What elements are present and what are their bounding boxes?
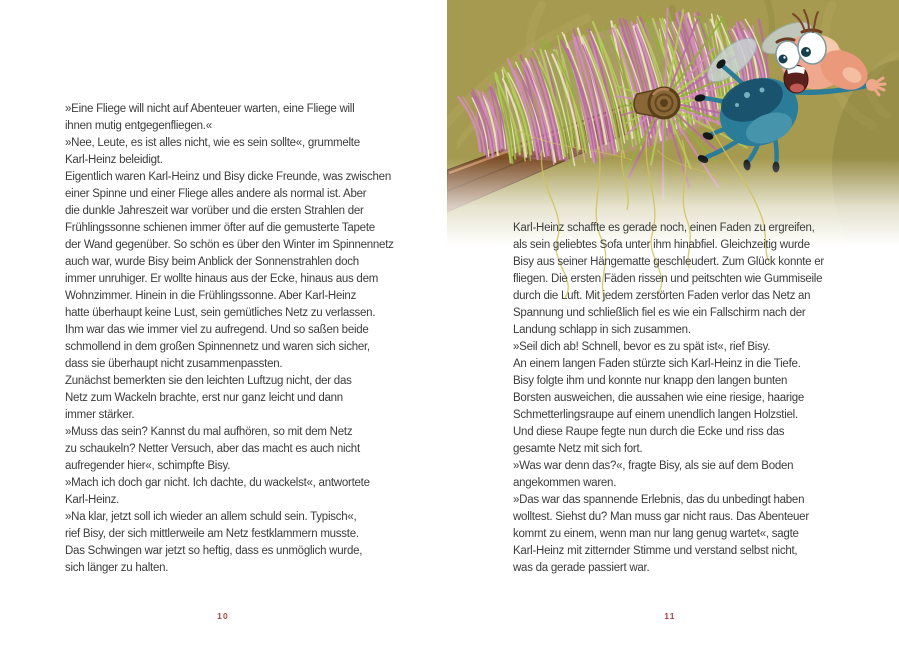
text-line: »Seil dich ab! Schnell, bevor es zu spät ist«, rief Bisy. xyxy=(513,341,771,353)
text-line: Zunächst bemerkten sie den leichten Luftzug nicht, der das xyxy=(65,375,352,387)
text-line: Spannung und schließlich fiel es wie ein Fallschirm nach der xyxy=(513,307,806,319)
text-line: »Muss das sein? Kannst du mal aufhören, so mit dem Netz xyxy=(65,426,353,438)
text-line: »Was war denn das?«, fragte Bisy, als sie auf dem Boden xyxy=(513,460,794,472)
text-line: Bisy aus seiner Hängematte geschleudert. Zum Glück konnte er xyxy=(513,256,824,268)
right-page-text xyxy=(513,220,858,577)
left-page-text xyxy=(65,101,410,577)
text-line: Karl-Heinz schaffte es gerade noch, einen Faden zu ergreifen, xyxy=(513,222,815,234)
text-line: immer stärker. xyxy=(65,409,135,421)
text-line: Wohnzimmer. Hinein in die Frühlingssonne. Aber Karl-Heinz xyxy=(65,290,357,302)
text-line: Bisy folgte ihm und konnte nur knapp den langen bunten xyxy=(513,375,788,387)
text-line: Ihm war das wie immer viel zu aufregend. Und so saßen beide xyxy=(65,324,369,336)
page-number-right: 11 xyxy=(664,611,676,621)
text-line: Eigentlich waren Karl-Heinz und Bisy dicke Freunde, was zwischen xyxy=(65,171,391,183)
text-line: durch die Luft. Mit jedem zerstörten Faden verlor das Netz an xyxy=(513,290,811,302)
text-line: einer Spinne und einer Fliege alles andere als normal ist. Aber xyxy=(65,188,367,200)
text-line: zu schaukeln? Netter Versuch, aber das macht es auch nicht xyxy=(65,443,360,455)
text-line: Und diese Raupe fegte nun durch die Ecke und riss das xyxy=(513,426,785,438)
text-line: Frühlingssonne schienen immer öfter auf die gemusterte Tapete xyxy=(65,222,375,234)
brush-hub xyxy=(634,88,679,118)
text-line: schmollend in dem großen Spinnennetz und waren sich sicher, xyxy=(65,341,370,353)
text-line: dass sie überhaupt nicht zusammenpassten. xyxy=(65,358,283,370)
text-line: wolltest. Siehst du? Man muss gar nicht raus. Das Abenteuer xyxy=(513,511,809,523)
text-line: sich länger zu halten. xyxy=(65,562,169,574)
text-line: kommt zu einem, wenn man nur lang genug wartet«, sagte xyxy=(513,528,799,540)
text-line: »Eine Fliege will nicht auf Abenteuer warten, eine Fliege will xyxy=(65,103,355,115)
text-line: als sein geliebtes Sofa unter ihm hinabfiel. Gleichzeitig wurde xyxy=(513,239,810,251)
text-line: fliegen. Die ersten Fäden rissen und peitschten wie Gummiseile xyxy=(513,273,823,285)
text-line: der Wand gegenüber. So schön es über den Winter im Spinnennetz xyxy=(65,239,394,251)
text-line: Das Schwingen war jetzt so heftig, dass es unmöglich wurde, xyxy=(65,545,363,557)
text-line: »Das war das spannende Erlebnis, das du unbedingt haben xyxy=(513,494,805,506)
text-line: Netz zum Wackeln brachte, erst nur ganz leicht und dann xyxy=(65,392,343,404)
text-line: Landung schlapp in sich zusammen. xyxy=(513,324,691,336)
text-line: auch war, wurde Bisy beim Anblick der Sonnenstrahlen doch xyxy=(65,256,359,268)
text-line: Karl-Heinz mit zitternder Stimme und verstand selbst nicht, xyxy=(513,545,798,557)
text-line: ihnen mutig entgegenfliegen.« xyxy=(65,120,212,132)
text-line: »Mach ich doch gar nicht. Ich dachte, du wackelst«, antwortete xyxy=(65,477,370,489)
text-line: Karl-Heinz beleidigt. xyxy=(65,154,163,166)
text-line: immer unruhiger. Er wollte hinaus aus der Ecke, hinaus aus dem xyxy=(65,273,379,285)
text-line: was da gerade passiert war. xyxy=(513,562,650,574)
text-line: An einem langen Faden stürzte sich Karl-Heinz in die Tiefe. xyxy=(513,358,801,370)
text-line: »Nee, Leute, es ist alles nicht, wie es sein sollte«, grummelte xyxy=(65,137,360,149)
text-line: die dunkle Jahreszeit war vorüber und die ersten Strahlen der xyxy=(65,205,364,217)
text-line: Borsten ausweichen, die aussahen wie eine riesige, haarige xyxy=(513,392,805,404)
text-line: aufregender hier«, schimpfte Bisy. xyxy=(65,460,231,472)
text-line: »Na klar, jetzt soll ich wieder an allem schuld sein. Typisch«, xyxy=(65,511,357,523)
text-line: Karl-Heinz. xyxy=(65,494,120,506)
text-line: angekommen waren. xyxy=(513,477,617,489)
text-line: gesamte Netz mit sich fort. xyxy=(513,443,643,455)
text-line: Schmetterlingsraupe auf einem unendlich langen Holzstiel. xyxy=(513,409,798,421)
text-line: rief Bisy, der sich mittlerweile am Netz festklammern musste. xyxy=(65,528,359,540)
page-number-left: 10 xyxy=(217,611,229,621)
text-line: hatte überhaupt keine Lust, sein gemütliches Netz zu verlassen. xyxy=(65,307,376,319)
